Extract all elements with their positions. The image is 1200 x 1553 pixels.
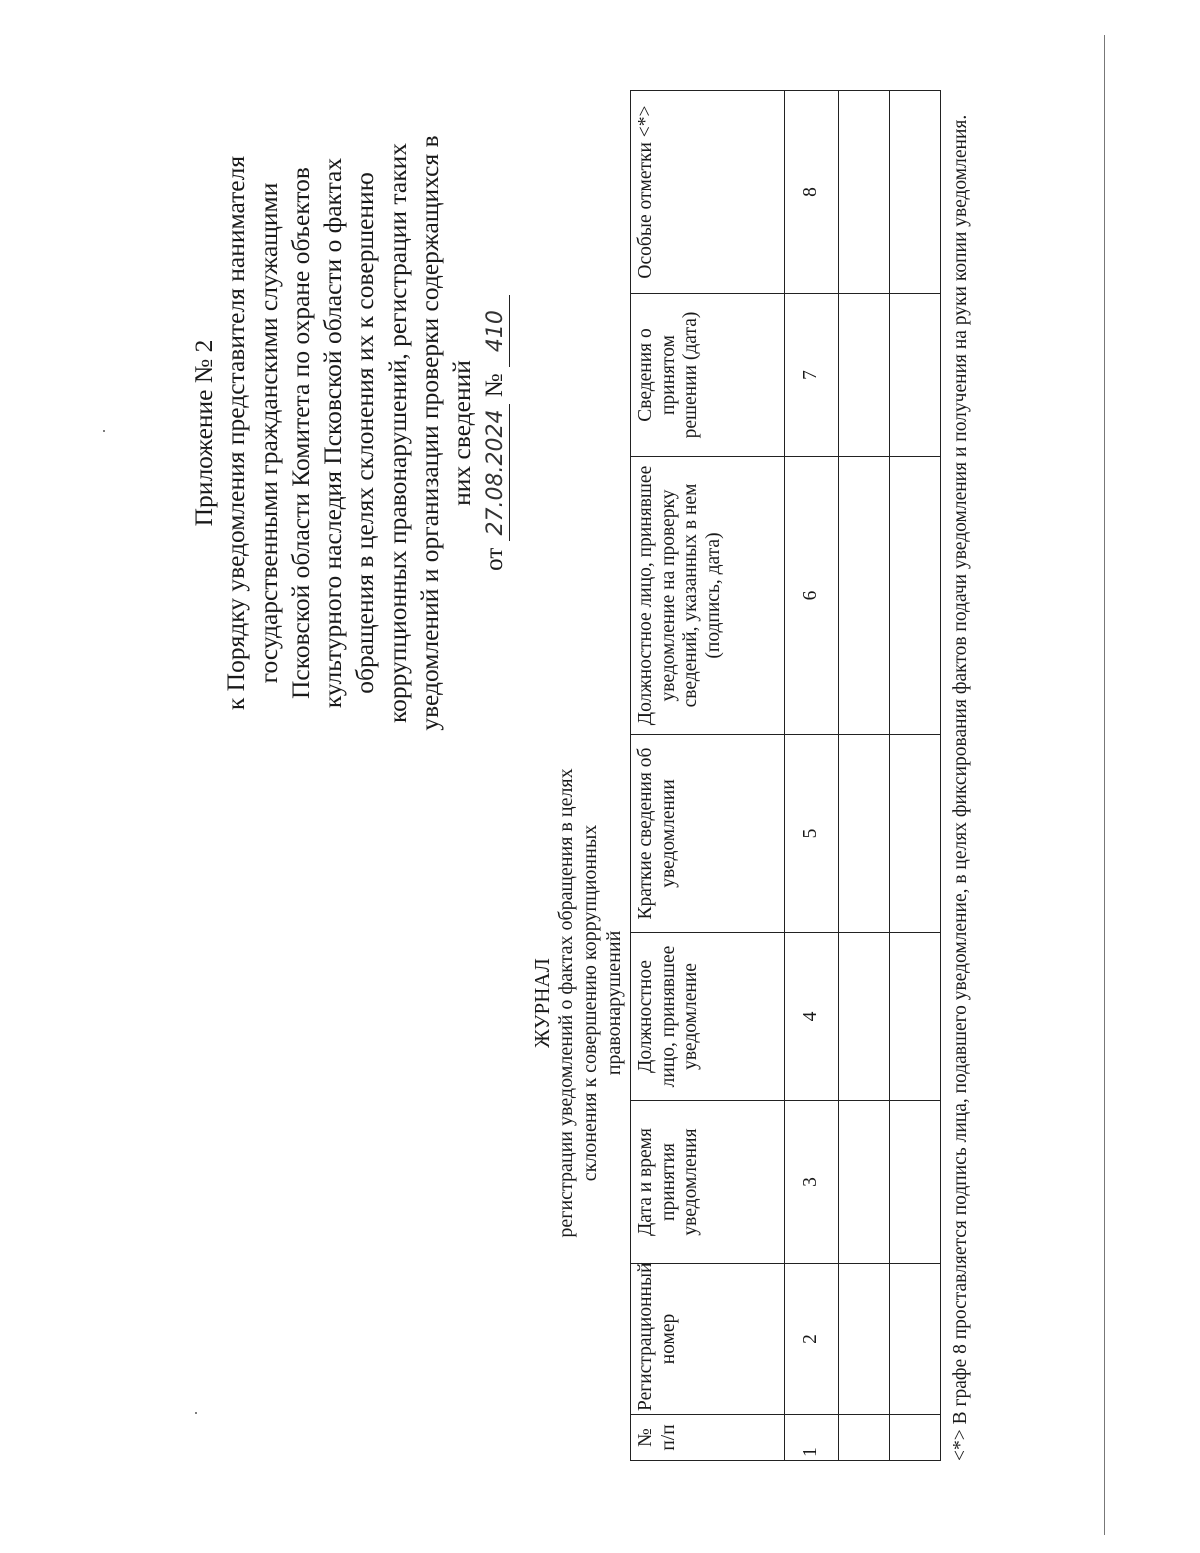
table-cell — [839, 1264, 890, 1415]
table-cell — [890, 294, 941, 457]
table-cell — [839, 1101, 890, 1264]
appendix-header — [188, 88, 511, 778]
number-cell: 4 — [785, 933, 839, 1101]
footnote: <*> В графе 8 проставляется подпись лица, подавшего уведомление, в целях фиксирования фактов подачи уведомления и получения на руки копии уведомления. — [950, 114, 971, 1461]
scan-speck — [103, 430, 105, 432]
appendix-date-line — [479, 88, 511, 778]
table-cell — [890, 457, 941, 735]
number-prefix: № — [480, 373, 508, 398]
number-cell: 1 — [785, 1415, 839, 1461]
appendix-number: Приложение № 2 — [189, 339, 218, 527]
table-cell — [839, 933, 890, 1101]
table-cell — [839, 91, 890, 294]
table-row — [839, 91, 890, 1461]
number-cell: 8 — [785, 91, 839, 294]
appendix-line: обращения в целях склонения их к совершению — [350, 172, 380, 694]
appendix-line: них сведений — [447, 360, 477, 506]
appendix-line: культурного наследия Псковской области о фактах — [318, 157, 348, 709]
header-cell: Должностное лицо, принявшее уведомление на проверку сведений, указанных в нем (подпись, дата) — [631, 457, 785, 735]
table-cell — [839, 294, 890, 457]
table-cell — [890, 1101, 941, 1264]
header-cell: Сведения о принятом решении (дата) — [631, 294, 785, 457]
number-cell: 6 — [785, 457, 839, 735]
date-prefix: от — [480, 547, 508, 571]
number-cell: 3 — [785, 1101, 839, 1264]
table-cell — [890, 735, 941, 933]
appendix-line: государственными гражданскими служащими — [253, 182, 283, 684]
header-cell: Должностное лицо, принявшее уведомление — [631, 933, 785, 1101]
header-cell: Дата и время принятия уведомления — [631, 1101, 785, 1264]
journal-title: ЖУРНАЛ — [530, 958, 554, 1048]
appendix-line: уведомлений и организации проверки содержащихся в — [415, 135, 445, 731]
table-cell — [890, 1415, 941, 1461]
scan-speck — [195, 1412, 197, 1414]
appendix-line: коррупционных правонарушений, регистрации таких — [382, 143, 412, 723]
table-cell — [890, 933, 941, 1101]
journal-table — [630, 90, 941, 1461]
header-cell: Краткие сведения об уведомлении — [631, 735, 785, 933]
table-cell — [890, 1264, 941, 1415]
scan-edge-line — [1104, 35, 1105, 1535]
number-value: 410 — [483, 295, 510, 367]
header-cell: Особые отметки <*> — [631, 91, 785, 294]
number-cell: 7 — [785, 294, 839, 457]
table-number-row — [785, 91, 839, 1461]
number-cell: 5 — [785, 735, 839, 933]
table-row — [890, 91, 941, 1461]
number-cell: 2 — [785, 1264, 839, 1415]
table-cell — [839, 1415, 890, 1461]
journal-subtitle: склонения к совершению коррупционных правонарушений — [579, 824, 625, 1182]
table-header-row — [631, 91, 785, 1461]
table-cell — [890, 91, 941, 294]
header-cell: Регистрационный номер — [631, 1264, 785, 1415]
header-cell: № п/п — [631, 1415, 785, 1461]
appendix-line: к Порядку уведомления представителя нанимателя — [221, 155, 251, 711]
table-cell — [839, 735, 890, 933]
appendix-line: Псковской области Комитета по охране объектов — [285, 167, 315, 699]
journal-title-block — [530, 753, 626, 1253]
date-value: 27.08.2024 — [483, 404, 510, 542]
journal-subtitle: регистрации уведомлений о фактах обращения в целях — [555, 768, 577, 1238]
table-cell — [839, 457, 890, 735]
